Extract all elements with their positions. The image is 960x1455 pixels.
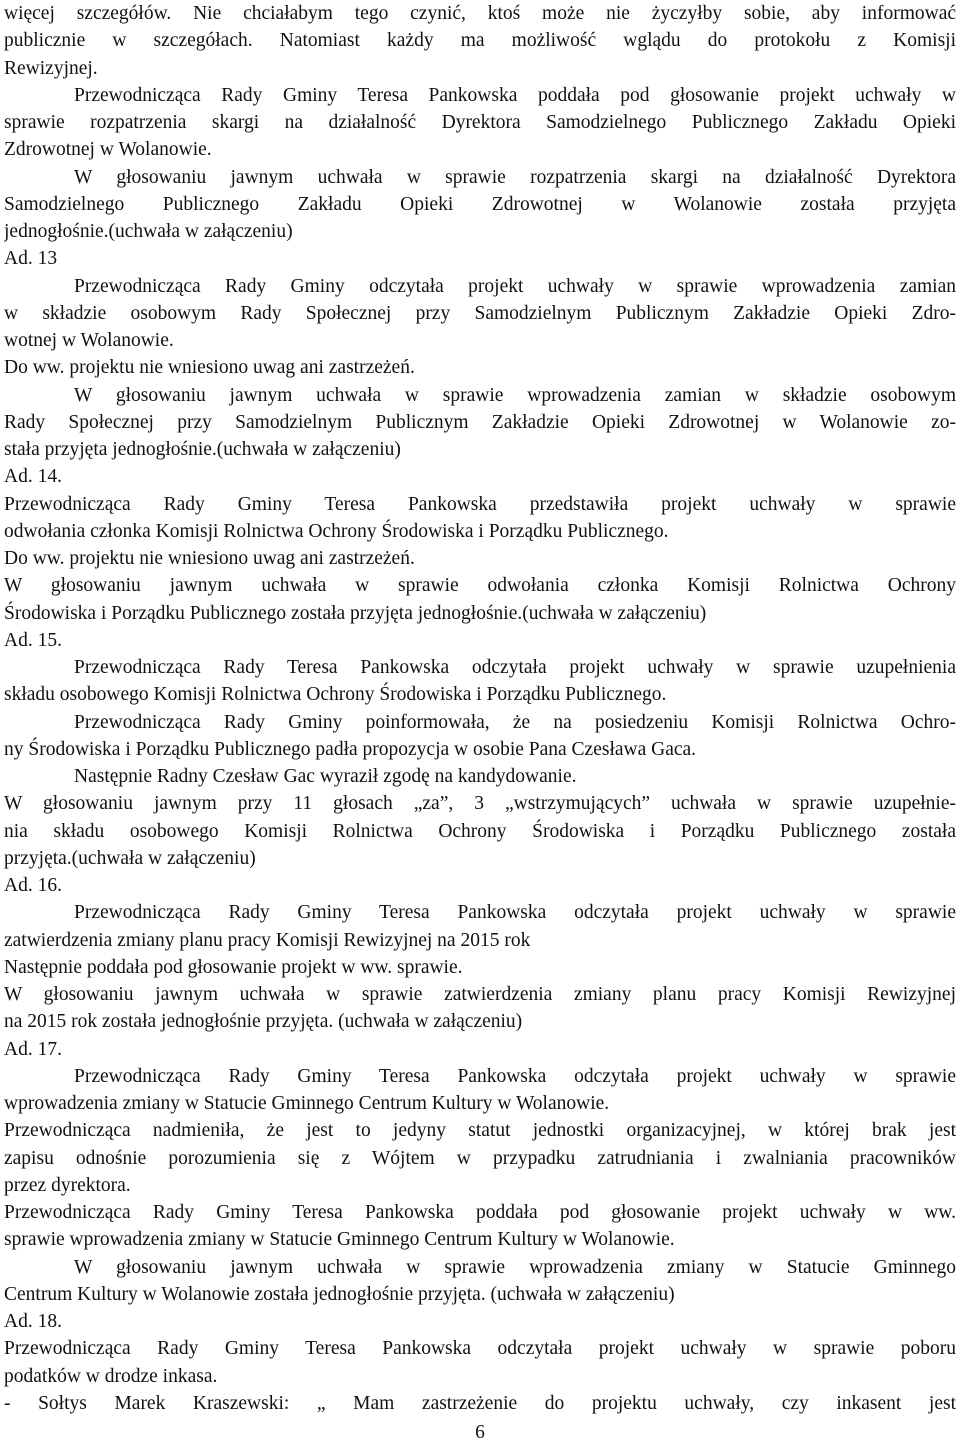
text-line: Przewodnicząca Rady Gminy poinformowała, że na posiedzeniu Komisji Rolnictwa Ochro-	[74, 711, 956, 733]
text-line: nia składu osobowego Komisji Rolnictwa Ochrony Środowiska i Porządku Publicznego została	[4, 820, 956, 842]
text-line: Do ww. projektu nie wniesiono uwag ani zastrzeżeń.	[4, 548, 415, 569]
text-line: W głosowaniu jawnym uchwała w sprawie rozpatrzenia skargi na działalność Dyrektora	[74, 166, 956, 188]
text-line: podatków w drodze inkasa.	[4, 1365, 218, 1387]
text-line: Przewodnicząca Rady Gminy Teresa Pankowska odczytała projekt uchwały w sprawie poboru	[4, 1338, 956, 1360]
text-line: Następnie Radny Czesław Gac wyraził zgodę na kandydowanie.	[74, 766, 577, 787]
text-line: Ad. 16.	[4, 875, 62, 896]
text-line: w składzie osobowym Rady Społecznej przy Samodzielnym Publicznym Zakładzie Opieki Zdro-	[4, 302, 956, 324]
text-line: Następnie poddała pod głosowanie projekt w ww. sprawie.	[4, 956, 463, 978]
text-line: Rady Społecznej przy Samodzielnym Publicznym Zakładzie Opieki Zdrowotnej w Wolanowie zo-	[4, 411, 956, 433]
text-line: Przewodnicząca nadmieniła, że jest to jedyny statut jednostki organizacyjnej, w której brak jest	[4, 1120, 956, 1142]
text-line: Przewodnicząca Rady Gminy Teresa Pankowska przedstawiła projekt uchwały w sprawie	[4, 493, 956, 515]
text-line: zapisu odnośnie porozumienia się z Wójtem w przypadku zatrudniania i zwalniania pracowników	[4, 1147, 956, 1169]
text-line: Ad. 13	[4, 248, 58, 270]
text-line: W głosowaniu jawnym uchwała w sprawie wprowadzenia zamian w składzie osobowym	[74, 384, 956, 406]
body-text	[4, 0, 956, 1417]
text-line: Samodzielnego Publicznego Zakładu Opieki Zdrowotnej w Wolanowie została przyjęta	[4, 193, 956, 215]
page-number: 6	[475, 1422, 485, 1443]
text-line: Środowiska i Porządku Publicznego została przyjęta jednogłośnie.(uchwała w załączeniu)	[4, 602, 707, 624]
text-line: Ad. 15.	[4, 629, 62, 651]
text-line: W głosowaniu jawnym uchwała w sprawie zatwierdzenia zmiany planu pracy Komisji Rewizyjnej	[4, 984, 956, 1005]
text-line: Rewizyjnej.	[4, 57, 98, 79]
text-line: sprawie wprowadzenia zmiany w Statucie Gminnego Centrum Kultury w Wolanowie.	[4, 1229, 675, 1251]
text-line: zatwierdzenia zmiany planu pracy Komisji Rewizyjnej na 2015 rok	[4, 929, 531, 951]
text-line: Przewodnicząca Rady Teresa Pankowska odczytała projekt uchwały w sprawie uzupełnienia	[74, 657, 956, 678]
text-line: wotnej w Wolanowie.	[4, 330, 174, 351]
text-line: na 2015 rok została jednogłośnie przyjęta. (uchwała w załączeniu)	[4, 1011, 523, 1033]
text-line: Przewodnicząca Rady Gminy Teresa Pankowska odczytała projekt uchwały w sprawie	[74, 902, 956, 924]
text-line: Przewodnicząca Rady Gminy Teresa Pankowska odczytała projekt uchwały w sprawie	[74, 1065, 956, 1087]
text-line: W głosowaniu jawnym uchwała w sprawie wprowadzenia zmiany w Statucie Gminnego	[74, 1256, 956, 1278]
text-line: Przewodnicząca Rady Gminy Teresa Pankowska poddała pod głosowanie projekt uchwały w ww.	[4, 1202, 956, 1223]
text-line: W głosowaniu jawnym uchwała w sprawie odwołania członka Komisji Rolnictwa Ochrony	[4, 575, 956, 597]
text-line: stała przyjęta jednogłośnie.(uchwała w załączeniu)	[4, 439, 401, 460]
text-line: przyjęta.(uchwała w załączeniu)	[4, 847, 256, 869]
text-line: ny Środowiska i Porządku Publicznego padła propozycja w osobie Pana Czesława Gaca.	[4, 738, 697, 760]
text-line: Ad. 18.	[4, 1311, 62, 1332]
text-line: sprawie rozpatrzenia skargi na działalność Dyrektora Samodzielnego Publicznego Zakładu Opieki	[4, 112, 956, 133]
text-line: Zdrowotnej w Wolanowie.	[4, 139, 212, 161]
text-line: odwołania członka Komisji Rolnictwa Ochrony Środowiska i Porządku Publicznego.	[4, 520, 669, 542]
text-line: publicznie w szczegółach. Natomiast każdy ma możliwość wglądu do protokołu z Komisji	[4, 30, 956, 52]
text-line: jednogłośnie.(uchwała w załączeniu)	[4, 221, 293, 242]
text-line: Przewodnicząca Rady Gminy odczytała projekt uchwały w sprawie wprowadzenia zamian	[74, 275, 956, 297]
text-line: więcej szczegółów. Nie chciałabym tego czynić, ktoś może nie życzyłby sobie, aby informować	[4, 3, 956, 24]
text-line: Ad. 17.	[4, 1038, 62, 1060]
text-line: składu osobowego Komisji Rolnictwa Ochrony Środowiska i Porządku Publicznego.	[4, 684, 667, 706]
text-line: Ad. 14.	[4, 466, 62, 488]
text-line: Przewodnicząca Rady Gminy Teresa Pankowska poddała pod głosowanie projekt uchwały w	[74, 84, 956, 106]
text-line: - Sołtys Marek Kraszewski: „ Mam zastrzeżenie do projektu uchwały, czy inkasent jest	[4, 1392, 956, 1414]
text-line: wprowadzenia zmiany w Statucie Gminnego Centrum Kultury w Wolanowie.	[4, 1093, 610, 1114]
text-line: Centrum Kultury w Wolanowie została jednogłośnie przyjęta. (uchwała w załączeniu)	[4, 1283, 675, 1305]
text-line: Do ww. projektu nie wniesiono uwag ani zastrzeżeń.	[4, 357, 415, 379]
text-line: przez dyrektora.	[4, 1174, 131, 1196]
text-line: W głosowaniu jawnym przy 11 głosach „za”, 3 „wstrzymujących” uchwała w sprawie uzupełnie-	[4, 793, 956, 815]
